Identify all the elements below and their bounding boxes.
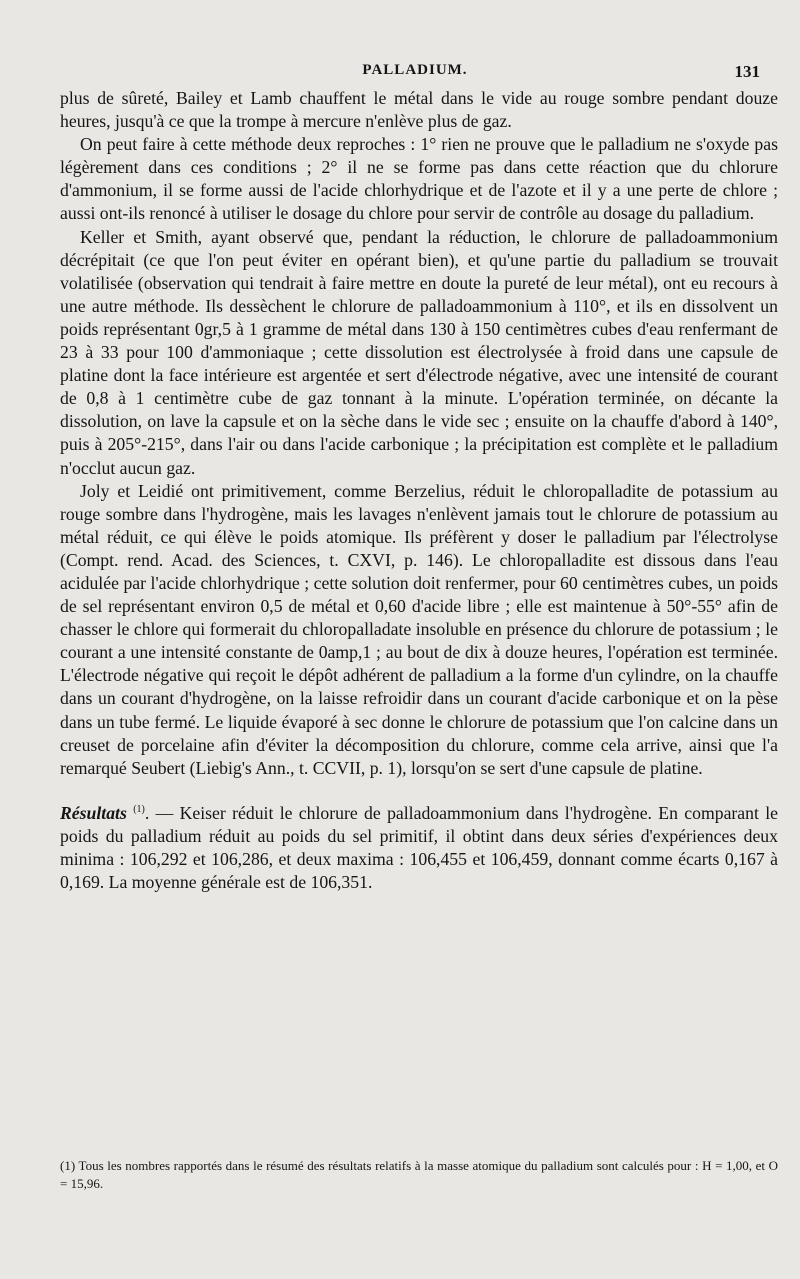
page-number: 131 xyxy=(734,62,760,81)
results-lead: Résultats xyxy=(60,802,127,823)
footnote-mark: (1) xyxy=(60,1158,76,1173)
footnote-reference: (1) xyxy=(133,803,145,815)
footnote xyxy=(60,1157,778,1193)
running-title: PALLADIUM. xyxy=(362,62,468,78)
paragraph-1: plus de sûreté, Bailey et Lamb chauffent le métal dans le vide au rouge sombre pendant douze heures, jusqu'à ce que la trompe à mercure n'enlève plus de gaz. xyxy=(60,88,778,132)
footnote-text: Tous les nombres rapportés dans le résumé des résultats relatifs à la masse atomique du palladium sont calculés pour : H = 1,00, et O = 15,96. xyxy=(60,1158,778,1191)
paragraph-2: On peut faire à cette méthode deux reproches : 1° rien ne prouve que le palladium ne s'oxyde pas légèrement dans ces conditions ; 2° il ne se forme pas dans cette réaction que du chlorure d'ammonium, il se forme aussi de l'acide chlorhydrique et de l'azote et il y a une perte de chlore ; aussi ont-ils renoncé à utiliser le dosage du chlore pour servir de contrôle au dosage du palladium. xyxy=(60,134,778,224)
body-text xyxy=(60,87,778,894)
paragraph-4: Joly et Leidié ont primitivement, comme Berzelius, réduit le chloropalladite de potassium au rouge sombre dans l'hydrogène, mais les lavages n'enlèvent jamais tout le chlorure de potassium au métal réduit, ce qui élève le poids atomique. Ils préfèrent y doser le palladium par l'électrolyse (Compt. rend. Acad. des Sciences, t. CXVI, p. 146). Le chloropalladite est dissous dans l'eau acidulée par l'acide chlorhydrique ; cette solution doit renfermer, pour 60 centimètres cubes, un poids de sel représentant environ 0,5 de métal et 0,60 d'acide libre ; elle est maintenue à 50°-55° afin de chasser le chlore qui formerait du chloropalladate insoluble en présence du chlorure de potassium ; le courant a une intensité constante de 0amp,1 ; au bout de dix à douze heures, l'opération est terminée. L'électrode négative qui reçoit le dépôt adhérent de palladium a la forme d'un cylindre, on la chauffe dans un courant d'hydrogène, on la laisse refroidir dans un courant d'acide carbonique et on la pèse dans un tube fermé. Le liquide évaporé à sec donne le chlorure de potassium que l'on calcine dans un creuset de porcelaine afin d'éviter la décomposition du chlorure, comme cela arrive, ainsi que l'a remarqué Seubert (Liebig's Ann., t. CCVII, p. 1), lorsqu'on se sert d'une capsule de platine. xyxy=(60,480,778,778)
results-paragraph xyxy=(60,802,778,894)
running-header xyxy=(60,62,770,84)
results-text: . — Keiser réduit le chlorure de palladoammonium dans l'hydrogène. En comparant le poids du palladium réduit au poids du sel primitif, il obtint dans deux séries d'expériences deux minima : 106,292 et 106,286, et deux maxima : 106,455 et 106,459, donnant comme écarts 0,167 à 0,169. La moyenne générale est de 106,351. xyxy=(60,802,779,893)
paragraph-3: Keller et Smith, ayant observé que, pendant la réduction, le chlorure de palladoammonium décrépitait (ce que l'on peut éviter en opérant bien), et qu'une partie du palladium se trouvait volatilisée (observation qui tendrait à faire mettre en doute la pureté de leur métal), ont eu recours à une autre méthode. Ils dessèchent le chlorure de palladoammonium à 110°, et ils en dissolvent un poids représentant 0gr,5 à 1 gramme de métal dans 130 à 150 centimètres cubes d'eau renfermant de 23 à 33 pour 100 d'ammoniaque ; cette dissolution est électrolysée à froid dans une capsule de platine dont la face intérieure est argentée et sert d'électrode négative, avec une intensité de courant de 0,8 à 1 centimètre cube de gaz tonnant à la minute. L'opération terminée, on décante la dissolution, on lave la capsule et on la sèche dans le vide sec ; ensuite on la chauffe d'abord à 140°, puis à 205°-215°, dans l'air ou dans l'acide carbonique ; la précipitation est complète et le palladium n'occlut aucun gaz. xyxy=(60,226,778,478)
